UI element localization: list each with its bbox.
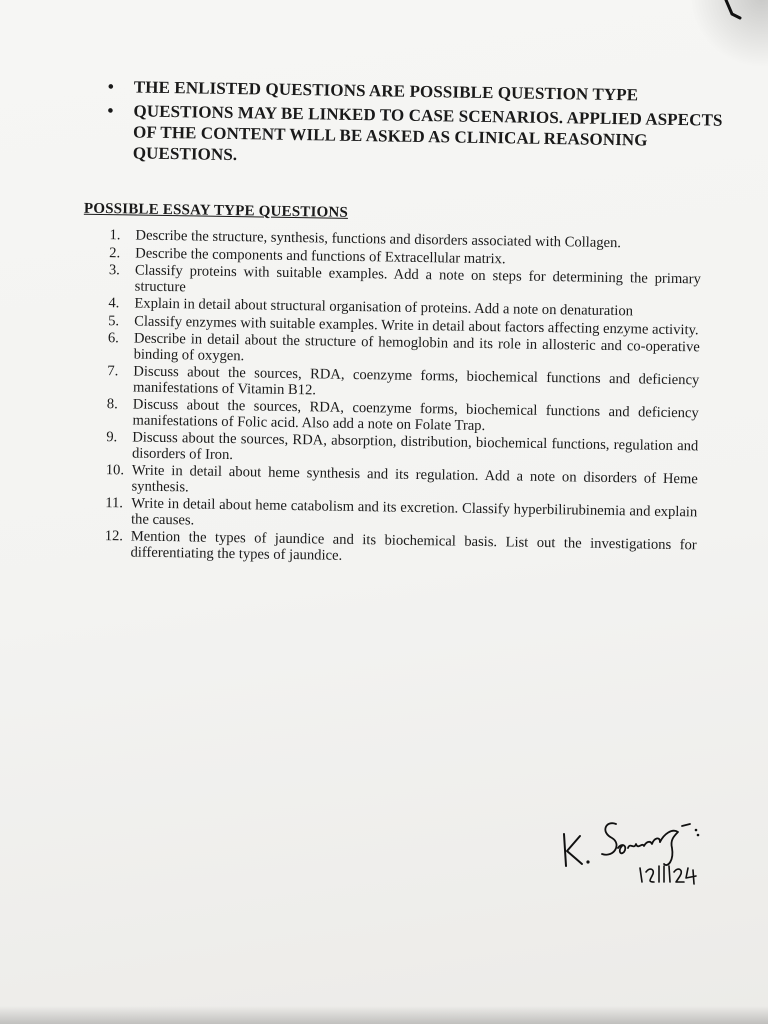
question-number: 11. bbox=[105, 495, 124, 512]
question-item bbox=[96, 529, 696, 569]
corner-mark bbox=[722, 0, 742, 22]
instruction-item bbox=[103, 100, 744, 173]
question-number: 1. bbox=[109, 227, 121, 244]
question-text: Discuss about the sources, RDA, absorption, distribution, biochemical functions, regulation and disorders of Iron. bbox=[131, 429, 699, 463]
question-text: Write in detail about heme synthesis and its regulation. Add a note on disorders of Heme synthesis. bbox=[131, 462, 698, 495]
question-number: 8. bbox=[106, 396, 118, 413]
page-bottom-edge bbox=[0, 1006, 768, 1024]
instruction-text: THE ENLISTED QUESTIONS ARE POSSIBLE QUESTION TYPE bbox=[133, 77, 639, 105]
handwritten-signature bbox=[556, 806, 716, 886]
question-text: Describe in detail about the structure of hemoglobin and its role in allosteric and co-operative binding of oxygen. bbox=[133, 330, 700, 364]
bullet-icon: • bbox=[107, 101, 114, 121]
question-text: Discuss about the sources, RDA, coenzyme forms, biochemical functions and deficiency manifestations of Folic acid. Also add a note on Folate Trap. bbox=[132, 396, 699, 434]
question-number: 10. bbox=[105, 462, 125, 479]
question-text: Explain in detail about structural organisation of proteins. Add a note on denaturation bbox=[134, 295, 634, 320]
question-text: Mention the types of jaundice and its biochemical basis. List out the investigations for differentiating the types of jaundice. bbox=[130, 528, 697, 564]
instructions-list bbox=[103, 76, 744, 173]
question-number: 12. bbox=[104, 528, 124, 545]
section-title: POSSIBLE ESSAY TYPE QUESTIONS bbox=[83, 200, 349, 221]
question-number: 6. bbox=[107, 330, 119, 347]
question-number: 4. bbox=[108, 295, 120, 312]
question-text: Describe the components and functions of Extracellular matrix. bbox=[135, 245, 506, 267]
question-text: Write in detail about heme catabolism and its excretion. Classify hyperbilirubinemia and explain the causes. bbox=[130, 495, 698, 528]
bullet-icon: • bbox=[107, 77, 115, 97]
question-text: Classify proteins with suitable examples. Add a note on steps for determining the primary structure bbox=[134, 262, 702, 295]
question-number: 2. bbox=[109, 244, 121, 261]
question-text: Describe the structure, synthesis, functions and disorders associated with Collagen. bbox=[135, 227, 622, 252]
instruction-text: QUESTIONS MAY BE LINKED TO CASE SCENARIOS. APPLIED ASPECTS OF THE CONTENT WILL BE ASKED AS CLINICAL REASONING QUESTIONS. bbox=[132, 101, 723, 165]
question-text: Discuss about the sources, RDA, coenzyme forms, biochemical functions and deficiency manifestations of Vitamin B12. bbox=[132, 363, 700, 398]
question-number: 3. bbox=[108, 262, 121, 279]
question-number: 7. bbox=[107, 363, 119, 380]
question-text: Classify enzymes with suitable examples. Write in detail about factors affecting enzyme activity. bbox=[134, 313, 699, 338]
document-content bbox=[83, 76, 744, 572]
questions-list bbox=[96, 228, 701, 569]
question-number: 5. bbox=[108, 312, 120, 329]
question-number: 9. bbox=[106, 429, 118, 446]
